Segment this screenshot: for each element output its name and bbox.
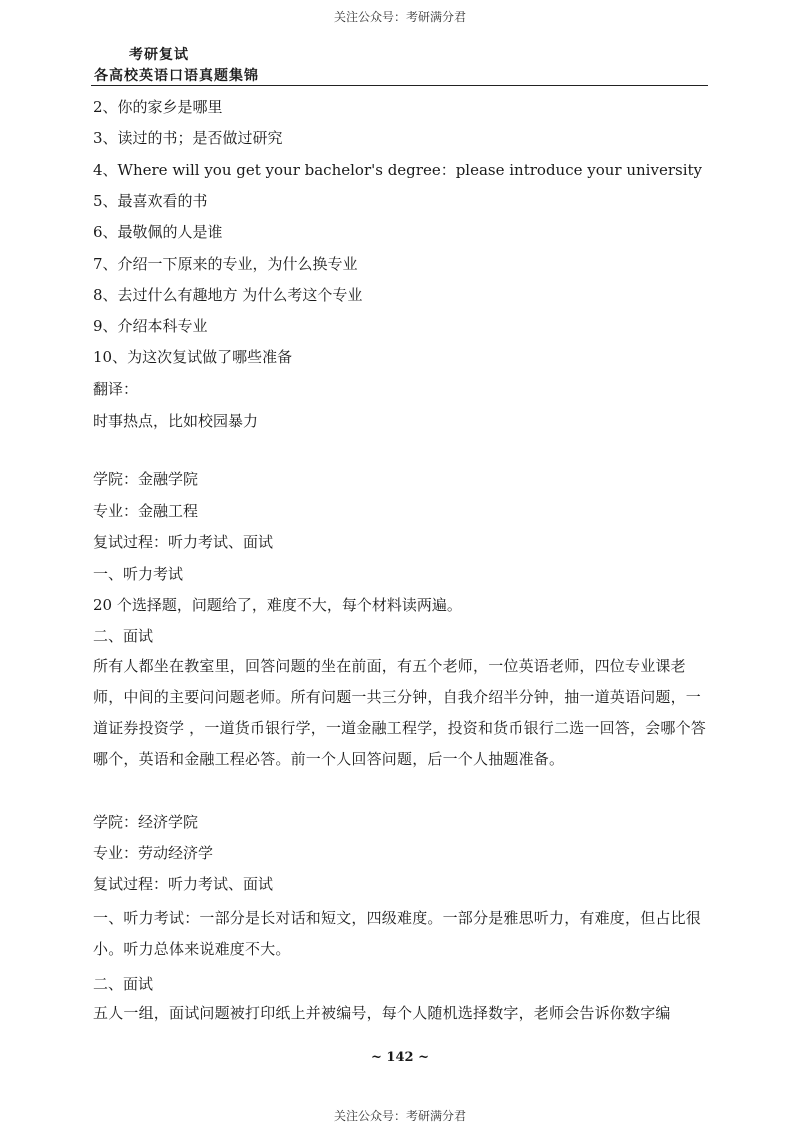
section2-process: 复试过程：听力考试、面试 (93, 875, 274, 893)
section1-listening-heading: 一、听力考试 (93, 565, 184, 583)
header-title-line1: 考研复试 (129, 47, 189, 63)
section1-process: 复试过程：听力考试、面试 (93, 533, 274, 551)
section1-college: 学院：金融学院 (93, 470, 199, 488)
watermark-bottom: 关注公众号：考研满分君 (333, 1109, 466, 1123)
question-item: 8、去过什么有趣地方 为什么考这个专业 (93, 286, 363, 304)
question-item: 10、为这次复试做了哪些准备 (93, 348, 293, 366)
section1-major: 专业：金融工程 (93, 502, 199, 520)
section1-interview-text: 所有人都坐在教室里，回答问题的坐在前面，有五个老师，一位英语老师，四位专业课老师，中间的主要问问题老师。所有问题一共三分钟，自我介绍半分钟，抽一道英语问题，一道证券投资学 ，一道货币银行学，一道金融工程学，投资和货币银行二选一回答，会哪个答哪个，英语和金融工程必答。前一个人回答问题，后一个人抽题准备。 (93, 657, 706, 768)
page-number: ~ 142 ~ (371, 1050, 429, 1065)
question-item: 6、最敬佩的人是谁 (93, 223, 223, 241)
question-item: 2、你的家乡是哪里 (93, 98, 223, 116)
question-item: 5、最喜欢看的书 (93, 192, 208, 210)
section1-interview-heading: 二、面试 (93, 627, 154, 645)
question-item: 4、Where will you get your bachelor's degree：please introduce your university (93, 161, 703, 179)
section2-college: 学院：经济学院 (93, 813, 199, 831)
section2-listening-text: 一、听力考试：一部分是长对话和短文，四级难度。一部分是雅思听力，有难度，但占比很小。听力总体来说难度不大。 (93, 909, 702, 958)
section2-interview-heading: 二、面试 (93, 975, 154, 993)
section2-interview-text: 五人一组，面试问题被打印纸上并被编号，每个人随机选择数字，老师会告诉你数字编 (93, 1004, 671, 1022)
header-title-line2: 各高校英语口语真题集锦 (94, 68, 259, 84)
section1-listening-text: 20 个选择题，问题给了，难度不大，每个材料读两遍。 (93, 596, 462, 614)
question-item: 7、介绍一下原来的专业，为什么换专业 (93, 255, 358, 273)
question-item: 3、读过的书；是否做过研究 (93, 129, 283, 147)
translation-content: 时事热点，比如校园暴力 (93, 412, 259, 430)
watermark-top: 关注公众号：考研满分君 (333, 10, 466, 24)
header-divider (91, 85, 708, 86)
translation-heading: 翻译： (93, 380, 139, 398)
question-item: 9、介绍本科专业 (93, 317, 208, 335)
section2-major: 专业：劳动经济学 (93, 844, 214, 862)
